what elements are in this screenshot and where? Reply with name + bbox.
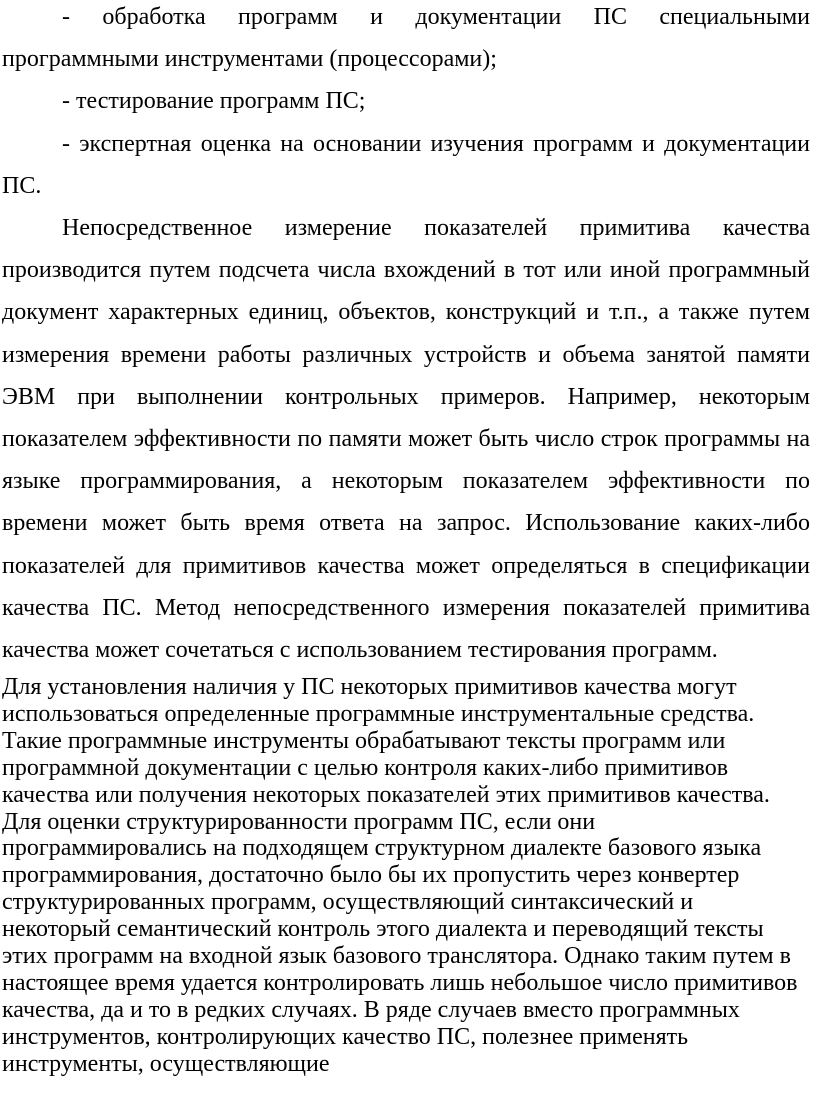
text-line: этих программ на входной язык базового транслятора. Однако таким путем в	[2, 943, 791, 970]
paragraph-list-item-expert-review: - экспертная оценка на основании изучения программ и документации ПС.	[2, 130, 810, 199]
text-line: программной документации с целью контроля каких-либо примитивов	[2, 754, 729, 781]
text-line: программировались на подходящем структурном диалекте базового языка	[2, 835, 762, 862]
text-line: инструменты, осуществляющие	[2, 1050, 330, 1077]
text-line: программирования, достаточно было бы их пропустить через конвертер	[2, 862, 740, 889]
paragraph-list-item-processing: - обработка программ и документации ПС специальными программными инструментами (процессорами);	[2, 4, 810, 73]
text-line: Такие программные инструменты обрабатывают тексты программ или	[2, 727, 726, 754]
text-line: структурированных программ, осуществляющий синтаксический и	[2, 889, 694, 916]
text-line: некоторый семантический контроль этого диалекта и переводящий тексты	[2, 916, 764, 943]
text-line: качества или получения некоторых показателей этих примитивов качества.	[2, 781, 770, 808]
plain-text-section	[0, 674, 812, 1078]
paragraph-list-item-testing: - тестирование программ ПС;	[62, 88, 366, 115]
text-line: Для установления наличия у ПС некоторых примитивов качества могут	[2, 674, 737, 700]
paragraph-direct-measurement: Непосредственное измерение показателей примитива качества производится путем подсчета числа вхождений в тот или иной программный документ характерных единиц, объектов, конструкций и т.п., а также путем измерения времени работы различных устройств и объема занятой памяти ЭВМ при выполнении контрольных примеров. Например, некоторым показателем эффективности по памяти может быть число строк программы на языке программирования, а некоторым показателем эффективности по времени может быть время ответа на запрос. Использование каких-либо показателей для примитивов качества может определяться в спецификации качества ПС. Метод непосредственного измерения показателей примитива качества может сочетаться с использованием тестирования программ.	[2, 215, 810, 664]
text-line: инструментов, контролирующих качество ПС, полезнее применять	[2, 1023, 689, 1050]
text-line: Для оценки структурированности программ ПС, если они	[2, 808, 596, 835]
text-line: использоваться определенные программные инструментальные средства.	[2, 700, 755, 727]
text-line: качества, да и то в редких случаях. В ряде случаев вместо программных	[2, 996, 740, 1023]
text-line: настоящее время удается контролировать лишь небольшое число примитивов	[2, 969, 798, 996]
